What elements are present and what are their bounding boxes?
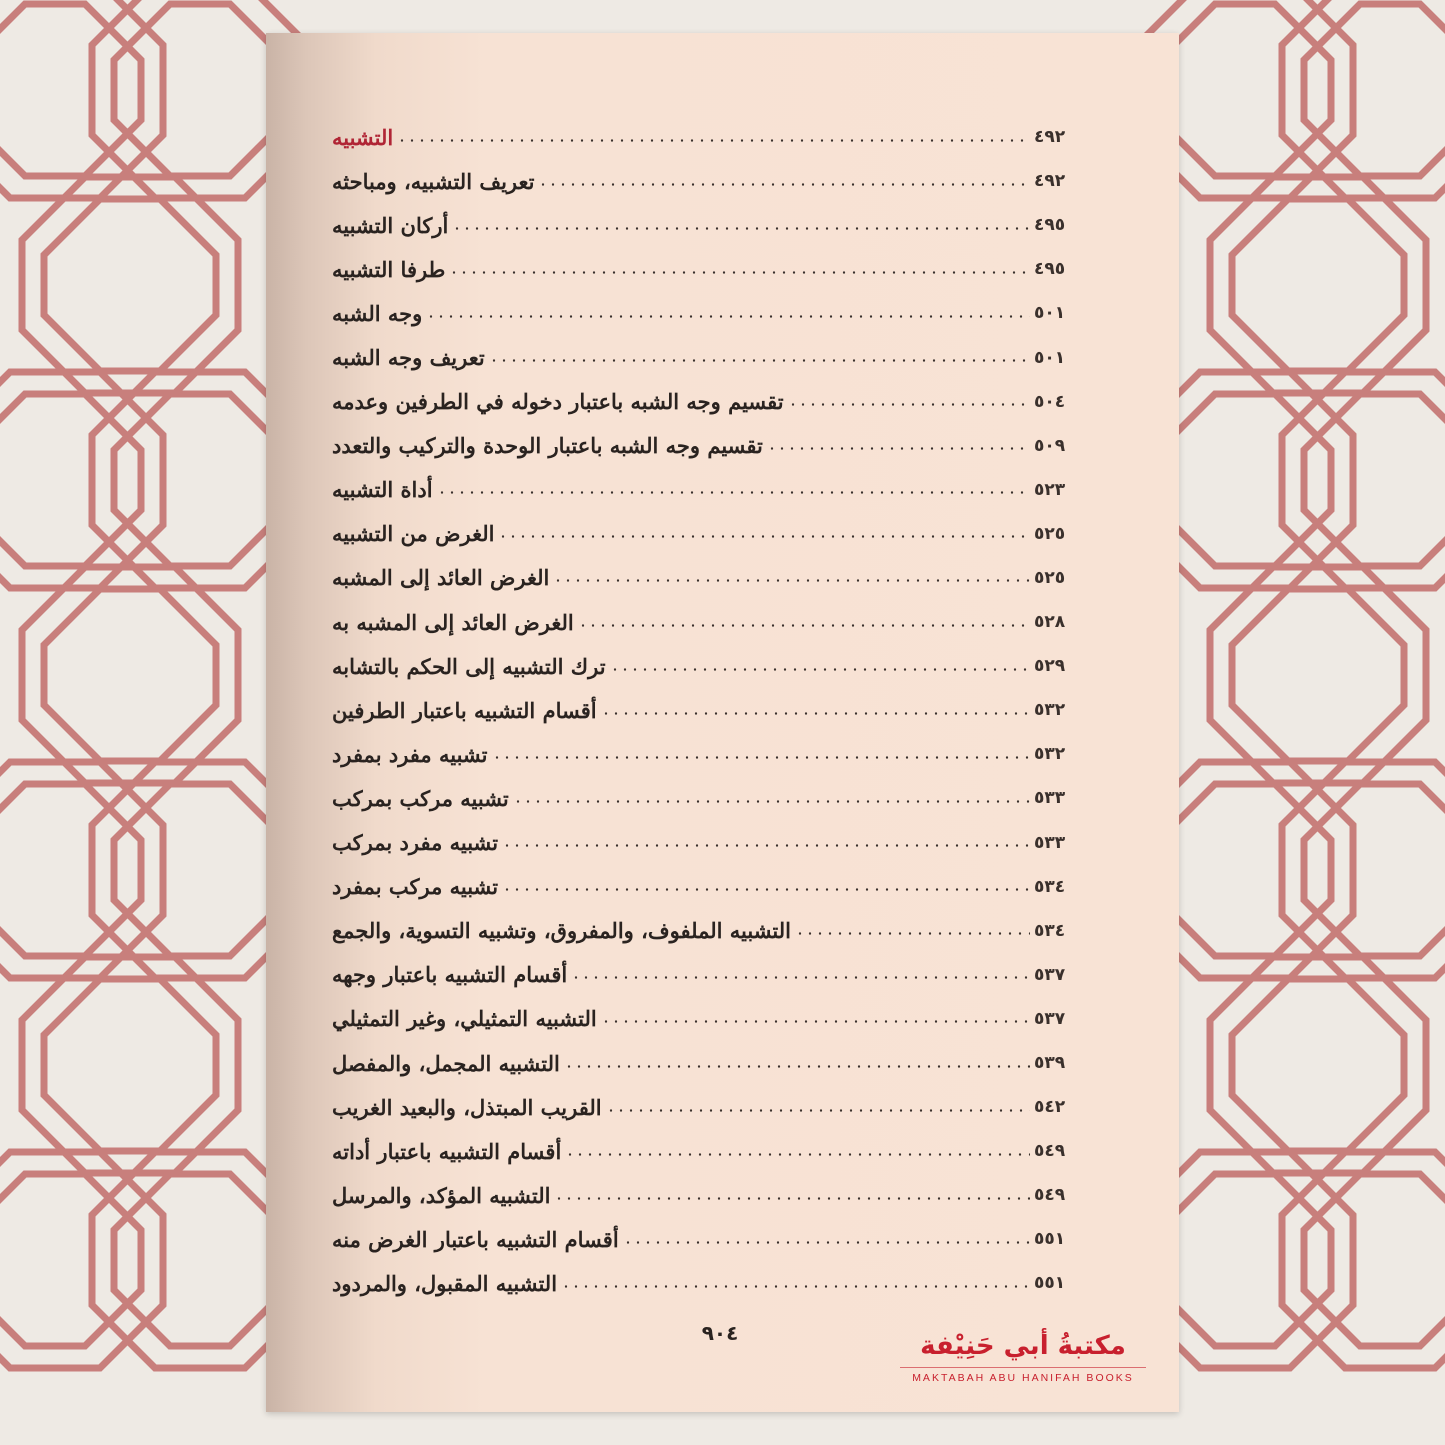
toc-row bbox=[326, 644, 1096, 688]
toc-row bbox=[326, 1173, 1096, 1217]
toc-entry-title: أركان التشبيه bbox=[332, 212, 449, 238]
toc-entry-page: ٤٩٥ bbox=[1034, 215, 1066, 236]
toc-entry-title: تشبيه مفرد بمركب bbox=[332, 830, 499, 856]
toc-entry-page: ٥٣٢ bbox=[1034, 700, 1066, 721]
toc-leader-dots bbox=[623, 1241, 1030, 1244]
toc-entry-title: التشبيه bbox=[332, 124, 394, 150]
publisher-brand bbox=[898, 1329, 1148, 1384]
toc-entry-title: تشبيه مفرد بمفرد bbox=[332, 741, 488, 767]
toc-leader-dots bbox=[788, 403, 1030, 406]
toc-row bbox=[326, 247, 1096, 291]
toc-entry-page: ٥٣٤ bbox=[1034, 876, 1066, 897]
toc-leader-dots bbox=[561, 1285, 1030, 1288]
toc-entry-page: ٥٢٩ bbox=[1034, 656, 1066, 677]
toc-leader-dots bbox=[571, 976, 1030, 979]
toc-leader-dots bbox=[564, 1065, 1030, 1068]
toc-entry-page: ٥٣٢ bbox=[1034, 744, 1066, 765]
toc-entry-page: ٥٣٣ bbox=[1034, 832, 1066, 853]
toc-entry-title: تشبيه مركب بمركب bbox=[332, 785, 509, 811]
toc-leader-dots bbox=[498, 535, 1030, 538]
toc-entry-page: ٥٣٩ bbox=[1034, 1053, 1066, 1074]
toc-entry-page: ٥٠٩ bbox=[1034, 435, 1066, 456]
toc-leader-dots bbox=[601, 1020, 1030, 1023]
toc-entry-title: أقسام التشبيه باعتبار وجهه bbox=[332, 962, 568, 988]
toc-entry-title: القريب المبتذل، والبعيد الغريب bbox=[332, 1094, 602, 1120]
toc-leader-dots bbox=[606, 1109, 1030, 1112]
table-of-contents bbox=[326, 115, 1096, 1306]
toc-leader-dots bbox=[397, 139, 1030, 142]
toc-entry-page: ٥٢٥ bbox=[1034, 567, 1066, 588]
toc-entry-page: ٥٥١ bbox=[1034, 1273, 1066, 1294]
toc-leader-dots bbox=[553, 579, 1030, 582]
page-number: ٩٠٤ bbox=[701, 1321, 739, 1345]
toc-entry-title: تشبيه مركب بمفرد bbox=[332, 874, 499, 900]
toc-row bbox=[326, 1129, 1096, 1173]
toc-row bbox=[326, 115, 1096, 159]
toc-leader-dots bbox=[489, 359, 1030, 362]
toc-row bbox=[326, 159, 1096, 203]
toc-row bbox=[326, 1041, 1096, 1085]
toc-entry-page: ٥٤٢ bbox=[1034, 1097, 1066, 1118]
brand-arabic: مكتبةُ أبي حَنِيْفة bbox=[920, 1331, 1126, 1361]
toc-entry-title: التشبيه التمثيلي، وغير التمثيلي bbox=[332, 1006, 597, 1032]
toc-entry-page: ٥٠١ bbox=[1034, 303, 1066, 324]
toc-leader-dots bbox=[502, 888, 1030, 891]
book-page bbox=[266, 33, 1179, 1412]
brand-divider bbox=[900, 1367, 1146, 1368]
toc-row bbox=[326, 1217, 1096, 1261]
toc-entry-page: ٥٣٧ bbox=[1034, 964, 1066, 985]
toc-row bbox=[326, 335, 1096, 379]
toc-entry-title: التشبيه الملفوف، والمفروق، وتشبيه التسوية، والجمع bbox=[332, 918, 792, 944]
toc-row bbox=[326, 556, 1096, 600]
toc-entry-page: ٥٢٣ bbox=[1034, 479, 1066, 500]
toc-entry-page: ٤٩٥ bbox=[1034, 259, 1066, 280]
toc-row bbox=[326, 909, 1096, 953]
toc-leader-dots bbox=[513, 800, 1030, 803]
toc-leader-dots bbox=[538, 183, 1030, 186]
toc-row bbox=[326, 997, 1096, 1041]
toc-row bbox=[326, 468, 1096, 512]
toc-leader-dots bbox=[426, 315, 1030, 318]
toc-leader-dots bbox=[565, 1153, 1030, 1156]
toc-entry-title: تقسيم وجه الشبه باعتبار الوحدة والتركيب والتعدد bbox=[332, 433, 763, 459]
toc-entry-title: وجه الشبه bbox=[332, 300, 423, 326]
toc-entry-title: أقسام التشبيه باعتبار الطرفين bbox=[332, 697, 597, 723]
toc-row bbox=[326, 732, 1096, 776]
brand-english: MAKTABAH ABU HANIFAH BOOKS bbox=[912, 1372, 1134, 1384]
toc-entry-title: أقسام التشبيه باعتبار أداته bbox=[332, 1138, 562, 1164]
toc-row bbox=[326, 1085, 1096, 1129]
toc-entry-page: ٥٢٥ bbox=[1034, 523, 1066, 544]
right-pattern-column bbox=[1137, 0, 1445, 1368]
toc-row bbox=[326, 512, 1096, 556]
toc-leader-dots bbox=[578, 624, 1030, 627]
toc-row bbox=[326, 600, 1096, 644]
toc-leader-dots bbox=[554, 1197, 1030, 1200]
toc-leader-dots bbox=[767, 447, 1030, 450]
toc-row bbox=[326, 1261, 1096, 1305]
toc-entry-title: الغرض العائد إلى المشبه به bbox=[332, 609, 574, 635]
toc-entry-title: الغرض العائد إلى المشبه bbox=[332, 565, 550, 591]
toc-entry-title: تعريف التشبيه، ومباحثه bbox=[332, 168, 535, 194]
toc-entry-title: الغرض من التشبيه bbox=[332, 521, 495, 547]
toc-row bbox=[326, 865, 1096, 909]
toc-entry-page: ٤٩٢ bbox=[1034, 171, 1066, 192]
toc-entry-title: التشبيه المؤكد، والمرسل bbox=[332, 1182, 551, 1208]
toc-entry-page: ٥٣٤ bbox=[1034, 920, 1066, 941]
toc-entry-page: ٥٣٧ bbox=[1034, 1008, 1066, 1029]
toc-entry-title: أداة التشبيه bbox=[332, 477, 433, 503]
toc-row bbox=[326, 776, 1096, 820]
toc-leader-dots bbox=[437, 491, 1030, 494]
toc-entry-page: ٥٤٩ bbox=[1034, 1185, 1066, 1206]
toc-leader-dots bbox=[502, 844, 1030, 847]
toc-row bbox=[326, 953, 1096, 997]
toc-entry-page: ٥٥١ bbox=[1034, 1229, 1066, 1250]
toc-leader-dots bbox=[795, 932, 1030, 935]
toc-entry-page: ٥٠٤ bbox=[1034, 391, 1066, 412]
toc-entry-page: ٤٩٢ bbox=[1034, 127, 1066, 148]
toc-entry-title: طرفا التشبيه bbox=[332, 256, 446, 282]
toc-entry-title: التشبيه المجمل، والمفصل bbox=[332, 1050, 560, 1076]
toc-entry-page: ٥٣٣ bbox=[1034, 788, 1066, 809]
toc-leader-dots bbox=[610, 668, 1030, 671]
toc-entry-page: ٥٢٨ bbox=[1034, 612, 1066, 633]
toc-entry-page: ٥٠١ bbox=[1034, 347, 1066, 368]
toc-entry-title: تعريف وجه الشبه bbox=[332, 345, 485, 371]
toc-row bbox=[326, 688, 1096, 732]
toc-entry-title: تقسيم وجه الشبه باعتبار دخوله في الطرفين وعدمه bbox=[332, 389, 784, 415]
left-pattern-column bbox=[0, 0, 308, 1368]
toc-row bbox=[326, 380, 1096, 424]
toc-leader-dots bbox=[452, 227, 1030, 230]
toc-entry-title: أقسام التشبيه باعتبار الغرض منه bbox=[332, 1226, 619, 1252]
toc-row bbox=[326, 291, 1096, 335]
toc-row bbox=[326, 203, 1096, 247]
toc-leader-dots bbox=[449, 271, 1030, 274]
toc-entry-title: ترك التشبيه إلى الحكم بالتشابه bbox=[332, 653, 606, 679]
toc-leader-dots bbox=[492, 756, 1031, 759]
toc-entry-title: التشبيه المقبول، والمردود bbox=[332, 1270, 558, 1296]
toc-leader-dots bbox=[601, 712, 1030, 715]
toc-row bbox=[326, 424, 1096, 468]
toc-entry-page: ٥٤٩ bbox=[1034, 1141, 1066, 1162]
toc-row bbox=[326, 821, 1096, 865]
